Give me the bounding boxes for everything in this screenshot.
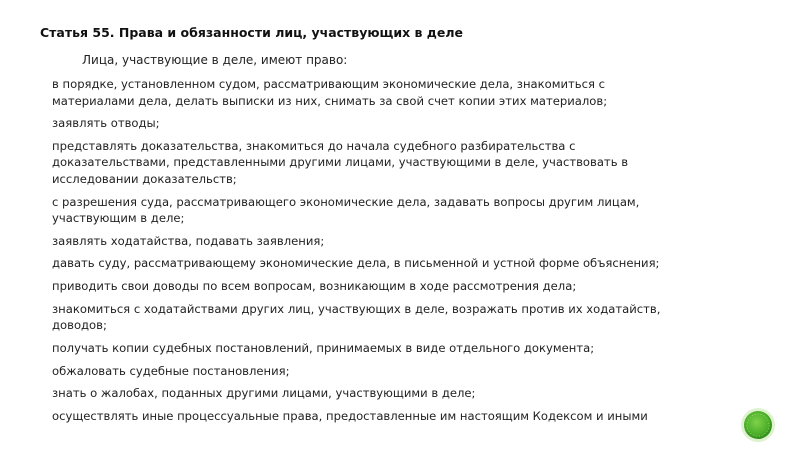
list-item: знакомиться с ходатайствами других лиц, участвующих в деле, возражать против их ходатайств, доводов; [52,301,661,333]
list-item: осуществлять иные процессуальные права, предоставленные им настоящим Кодексом и иными [52,409,648,424]
list-item: знать о жалобах, поданных другими лицами, участвующими в деле; [52,386,476,401]
rights-list [52,76,762,431]
list-item: обжаловать судебные постановления; [52,363,290,378]
list-item: приводить свои доводы по всем вопросам, возникающим в ходе рассмотрения дела; [52,279,577,294]
green-circle-icon[interactable] [740,407,776,443]
intro-text: Лица, участвующие в деле, имеют право: [82,53,348,67]
list-item: представлять доказательства, знакомиться до начала судебного разбирательства с доказательствами, представленными другими лицами, участвующими в деле, участвовать в исследовании доказательств; [52,138,629,186]
list-item: заявлять отводы; [52,116,160,131]
list-item: заявлять ходатайства, подавать заявления; [52,233,325,248]
list-item: с разрешения суда, рассматривающего экономические дела, задавать вопросы другим лицам, участвующим в деле; [52,194,640,226]
page-title: Статья 55. Права и обязанности лиц, участвующих в деле [40,25,463,40]
list-item: получать копии судебных постановлений, принимаемых в виде отдельного документа; [52,341,595,355]
list-item: давать суду, рассматривающему экономические дела, в письменной и устной форме объяснения; [52,256,660,271]
list-item: в порядке, установленном судом, рассматривающим экономические дела, знакомиться с материалами дела, делать выписки из них, снимать за свой счет копии этих материалов; [52,77,608,108]
